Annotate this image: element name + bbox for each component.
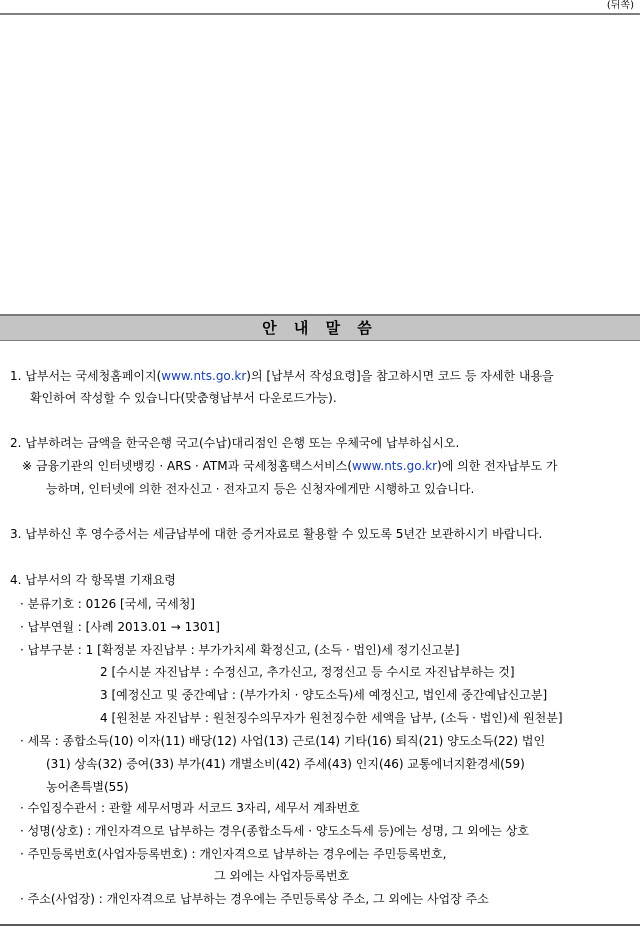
top-divider	[0, 13, 640, 15]
collection-office-line: · 수입징수관서 : 관할 세무서명과 서코드 3자리, 세무서 계좌번호	[20, 801, 360, 815]
item-2-note-line-1: ※ 금융기관의 인터넷뱅킹 · ARS · ATM과 국세청홈택스서비스(www.nts.go.kr)에 의한 전자납부도 가	[22, 459, 558, 473]
address-line: · 주소(사업장) : 개인자격으로 납부하는 경우에는 주민등록상 주소, 그 외에는 사업장 주소	[20, 892, 489, 906]
tax-item-line-2: (31) 상속(32) 증여(33) 부가(41) 개별소비(42) 주세(43) 인지(46) 교통에너지환경세(59)	[46, 757, 525, 771]
item-2-line-1: 2. 납부하려는 금액을 한국은행 국고(수납)대리점인 은행 또는 우체국에 납부하십시오.	[10, 436, 460, 450]
registration-number-line-2: 그 외에는 사업자등록번호	[214, 869, 350, 883]
nts-hometax-link[interactable]: www.nts.go.kr	[352, 459, 438, 473]
item-1-line-2: 확인하여 작성할 수 있습니다(맞춤형납부서 다운로드가능).	[30, 391, 337, 405]
payment-type-line-3: 3 [예정신고 및 중간예납 : (부가가치 · 양도소득)세 예정신고, 법인세 중간예납신고분]	[100, 688, 548, 702]
tax-item-line-3: 농어촌특별(55)	[46, 780, 129, 794]
tax-item-line-1: · 세목 : 종합소득(10) 이자(11) 배당(12) 사업(13) 근로(14) 기타(16) 퇴직(21) 양도소득(22) 법인	[20, 734, 546, 748]
nts-website-link[interactable]: www.nts.go.kr	[161, 369, 247, 383]
registration-number-line-1: · 주민등록번호(사업자등록번호) : 개인자격으로 납부하는 경우에는 주민등록번호,	[20, 847, 447, 861]
payment-type-line-1: · 납부구분 : 1 [확정분 자진납부 : 부가가치세 확정신고, (소득 · 법인)세 정기신고분]	[20, 643, 460, 657]
notice-banner-title: 안 내 말 씀	[0, 314, 640, 341]
classification-code-line: · 분류기호 : 0126 [국세, 국세청]	[20, 597, 195, 611]
name-line: · 성명(상호) : 개인자격으로 납부하는 경우(종합소득세 · 양도소득세 등)에는 성명, 그 외에는 상호	[20, 824, 529, 838]
item-2-note-line-2: 능하며, 인터넷에 의한 전자신고 · 전자고지 등은 신청자에게만 시행하고 있습니다.	[46, 482, 475, 496]
payment-month-line: · 납부연월 : [사례 2013.01 → 1301]	[20, 620, 220, 634]
item-1-line-1: 1. 납부서는 국세청홈페이지(www.nts.go.kr)의 [납부서 작성요령]을 참고하시면 코드 등 자세한 내용을	[10, 369, 554, 383]
item-3-line: 3. 납부하신 후 영수증서는 세금납부에 대한 증거자료로 활용할 수 있도록 5년간 보관하시기 바랍니다.	[10, 527, 543, 541]
item-4-heading: 4. 납부서의 각 항목별 기재요령	[10, 573, 176, 587]
bottom-divider	[0, 924, 640, 926]
payment-type-line-2: 2 [수시분 자진납부 : 수정신고, 추가신고, 정정신고 등 수시로 자진납부하는 것]	[100, 665, 515, 679]
payment-type-line-4: 4 [원천분 자진납부 : 원천징수의무자가 원천징수한 세액을 납부, (소득 · 법인)세 원천분]	[100, 711, 563, 725]
page-side-mark: (뒤쪽)	[606, 0, 634, 11]
